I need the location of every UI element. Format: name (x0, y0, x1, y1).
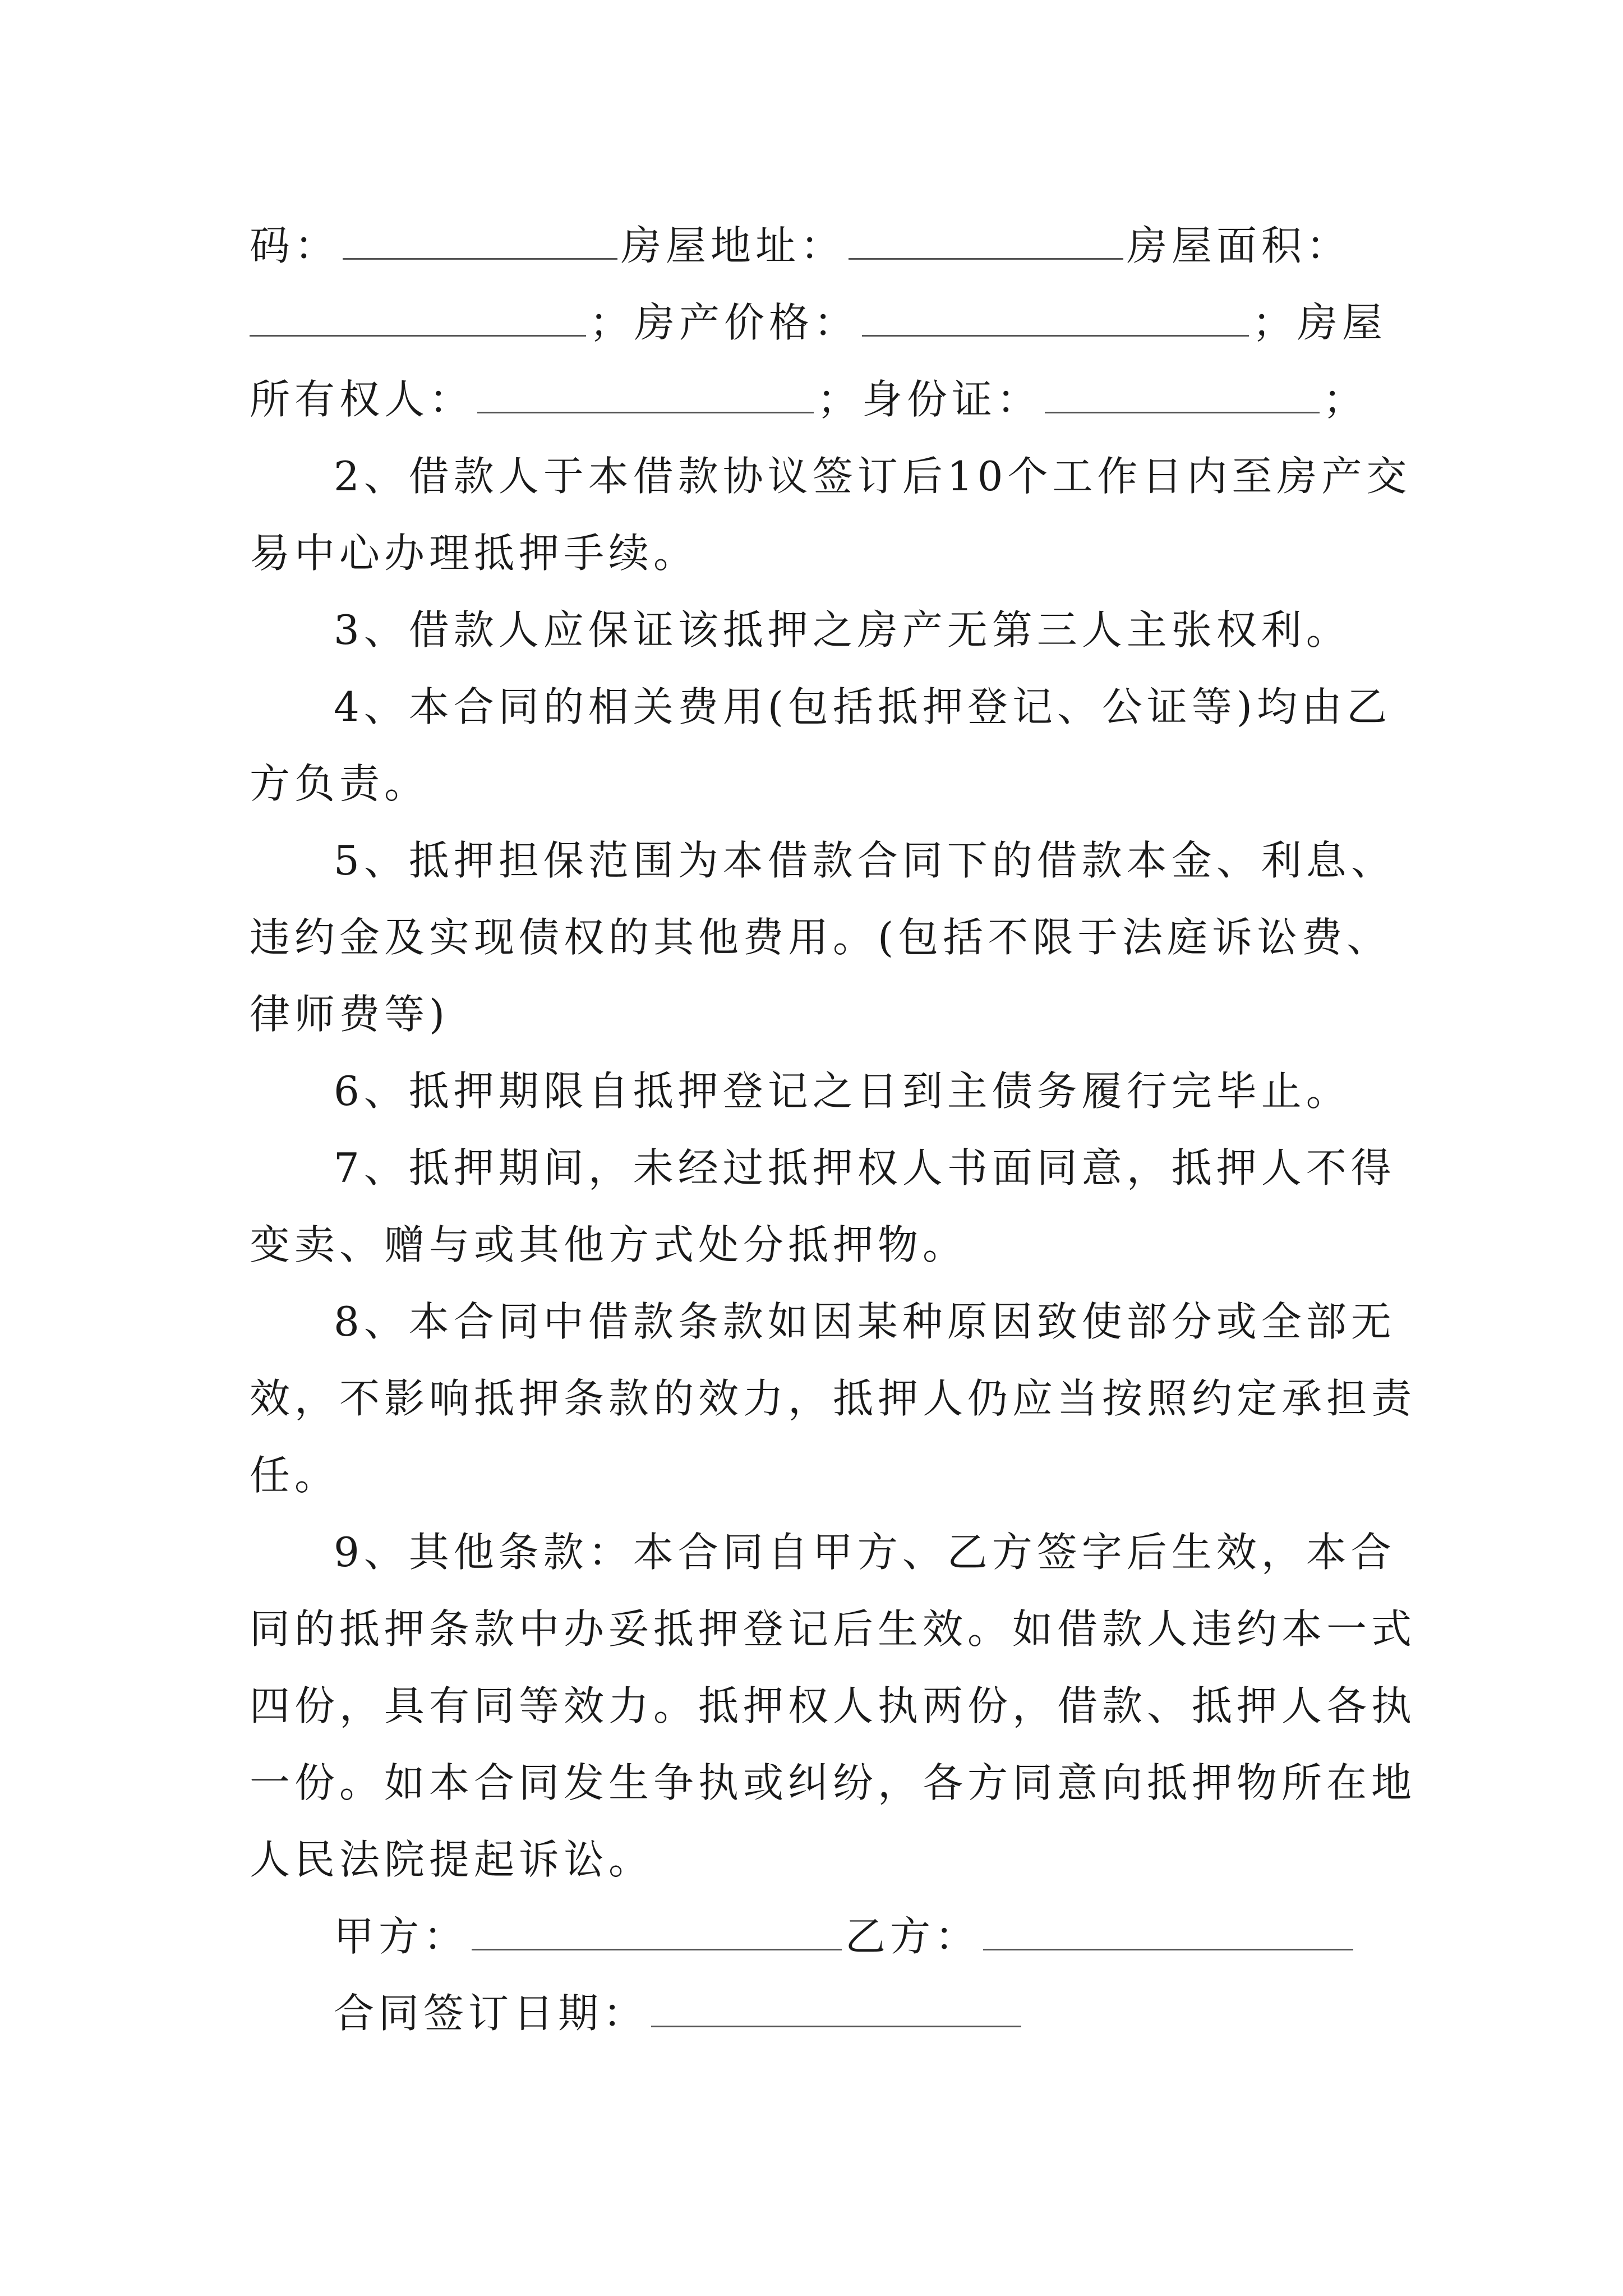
owner-prefix: ；房屋 (1252, 299, 1387, 346)
clause-line: 任。 (250, 1452, 340, 1499)
clause-line: 人民法院提起诉讼。 (250, 1836, 654, 1883)
clause-6 (250, 1053, 1388, 1130)
area-label: 房屋面积： (1127, 222, 1352, 269)
party-a-label: 甲方： (334, 1913, 469, 1960)
owner-label: 所有权人： (250, 376, 474, 423)
clause-line: 易中心办理抵押手续。 (250, 530, 699, 577)
clause-line: 3、借款人应保证该抵押之房产无第三人主张权利。 (334, 606, 1351, 654)
property-fields-line-1 (250, 208, 1388, 284)
clause-line: 变卖、赠与或其他方式处分抵押物。 (250, 1221, 968, 1268)
party-b-blank[interactable] (983, 1914, 1353, 1950)
clause-line: 4、本合同的相关费用(包括抵押登记、公证等)均由乙 (334, 683, 1391, 730)
signature-line (250, 1898, 1388, 1975)
party-a-blank[interactable] (472, 1914, 842, 1950)
id-blank[interactable] (1045, 377, 1320, 413)
code-label: 码： (250, 222, 340, 269)
clause-8 (250, 1283, 1417, 1514)
document-page (250, 208, 1417, 2052)
clause-line: 同的抵押条款中办妥抵押登记后生效。如借款人违约本一式 (250, 1605, 1417, 1653)
clause-5 (250, 822, 1396, 1053)
party-b-label: 乙方： (845, 1913, 980, 1960)
clause-line: 一份。如本合同发生争执或纠纷，各方同意向抵押物所在地 (250, 1759, 1417, 1806)
clause-line: 效，不影响抵押条款的效力，抵押人仍应当按照约定承担责 (250, 1375, 1417, 1422)
clause-line: 方负责。 (250, 760, 430, 807)
clause-line: 8、本合同中借款条款如因某种原因致使部分或全部无 (334, 1298, 1396, 1345)
address-label: 房屋地址： (621, 222, 846, 269)
clause-line: 7、抵押期间，未经过抵押权人书面同意，抵押人不得 (334, 1144, 1396, 1191)
code-blank[interactable] (343, 223, 617, 260)
id-end: ； (1323, 376, 1368, 423)
date-label: 合同签订日期： (334, 1990, 648, 2037)
price-label: ；房产价格： (589, 299, 859, 346)
clause-line: 律师费等) (250, 991, 450, 1038)
clause-line: 2、借款人于本借款协议签订后10个工作日内至房产交 (334, 453, 1412, 500)
signing-date-line (250, 1975, 1388, 2052)
clause-2 (250, 438, 1412, 592)
date-blank[interactable] (651, 1991, 1021, 2027)
owner-blank[interactable] (477, 377, 814, 413)
clause-line: 违约金及实现债权的其他费用。(包括不限于法庭诉讼费、 (250, 914, 1392, 961)
id-label: ；身份证： (817, 376, 1042, 423)
address-blank[interactable] (849, 223, 1123, 260)
property-fields-line-3 (250, 361, 1388, 438)
price-blank[interactable] (862, 300, 1249, 337)
clause-line: 9、其他条款：本合同自甲方、乙方签字后生效，本合 (334, 1529, 1396, 1576)
property-fields-line-2 (250, 284, 1388, 361)
clause-line: 5、抵押担保范围为本借款合同下的借款本金、利息、 (334, 837, 1396, 884)
clause-line: 四份，具有同等效力。抵押权人执两份，借款、抵押人各执 (250, 1682, 1417, 1729)
clause-3 (250, 592, 1388, 669)
clause-9 (250, 1514, 1417, 1898)
clause-4 (250, 669, 1391, 822)
area-blank[interactable] (250, 300, 586, 337)
clause-line: 6、抵押期限自抵押登记之日到主债务履行完毕止。 (334, 1068, 1351, 1115)
clause-7 (250, 1130, 1396, 1283)
